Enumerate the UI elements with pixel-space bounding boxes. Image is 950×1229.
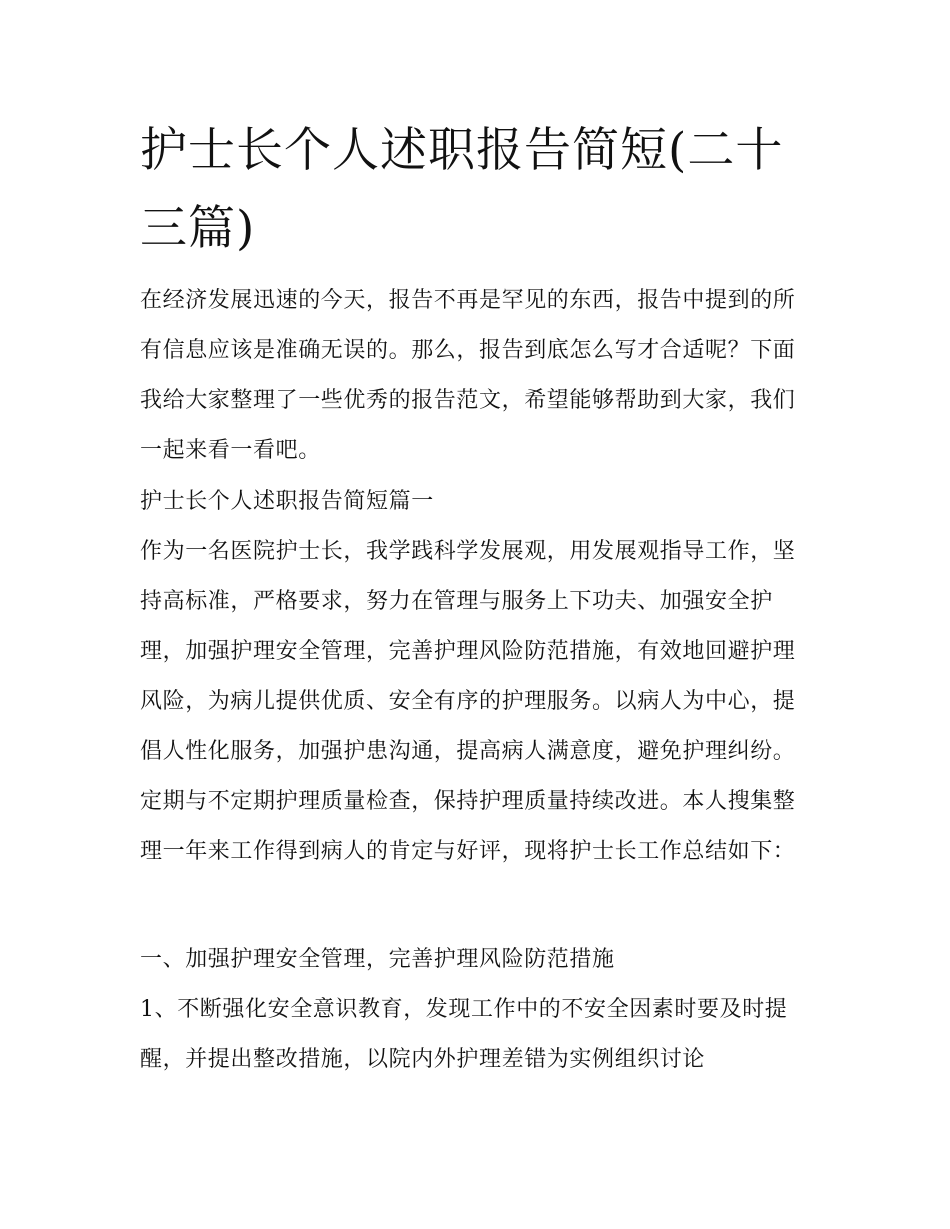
section-heading: 一、加强护理安全管理，完善护理风险防范措施 [140, 947, 615, 972]
list-item: 1、不断强化安全意识教育，发现工作中的不安全因素时要及时提醒，并提出整改措施，以院内外护理差错为实例组织讨论 [140, 997, 788, 1072]
intro-paragraph: 在经济发展迅速的今天，报告不再是罕见的东西，报告中提到的所有信息应该是准确无误的。那么，报告到底怎么写才合适呢？下面我给大家整理了一些优秀的报告范文，希望能够帮助到大家，我们一起来看一看吧。 [140, 288, 796, 463]
document-title: 护士长个人述职报告简短(二十三篇) [140, 123, 784, 256]
chapter-heading: 护士长个人述职报告简短篇一 [140, 489, 434, 514]
body-paragraph: 作为一名医院护士长，我学践科学发展观，用发展观指导工作，坚持高标准，严格要求，努力在管理与服务上下功夫、加强安全护理，加强护理安全管理，完善护理风险防范措施，有效地回避护理风险，为病儿提供优质、安全有序的护理服务。以病人为中心，提倡人性化服务，加强护患沟通，提高病人满意度，避免护理纠纷。定期与不定期护理质量检查，保持护理质量持续改进。本人搜集整理一年来工作得到病人的肯定与好评，现将护士长工作总结如下： [140, 539, 796, 864]
